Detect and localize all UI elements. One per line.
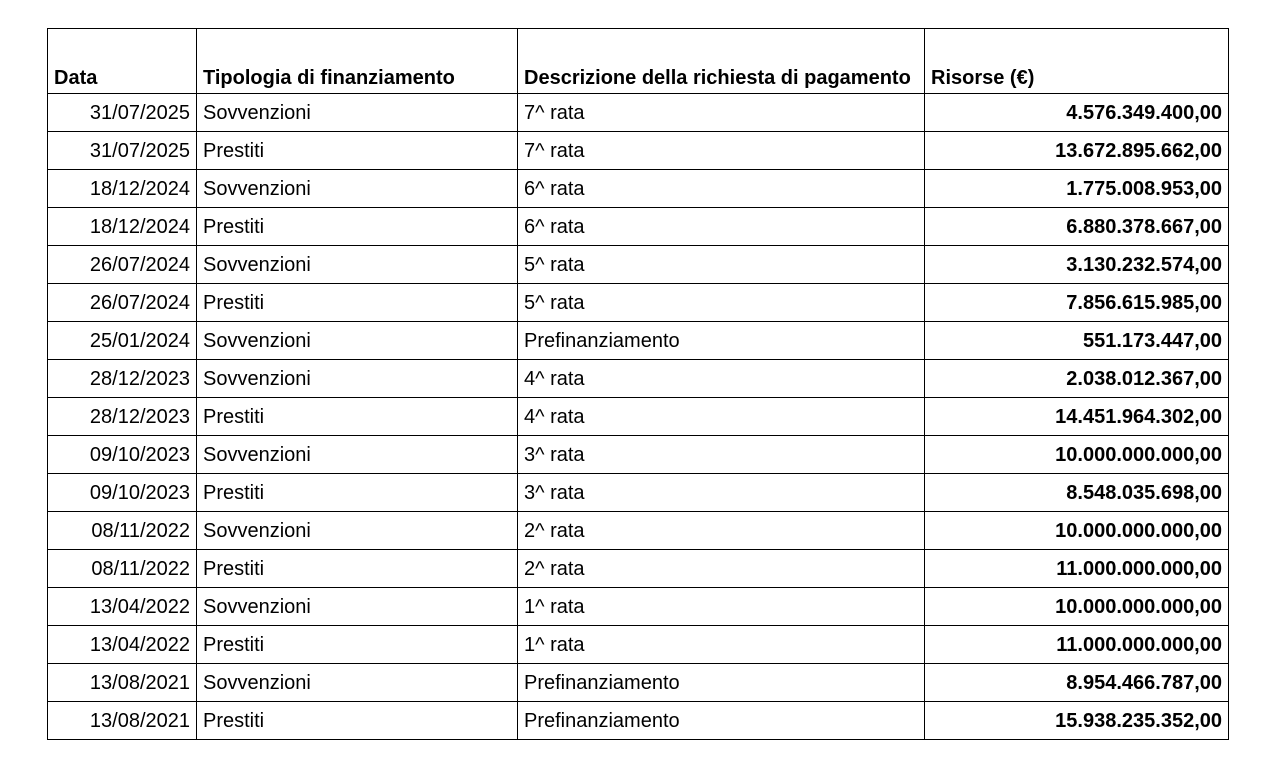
table-body bbox=[48, 94, 1229, 740]
payment-requests-table bbox=[47, 28, 1229, 740]
table-row bbox=[48, 702, 1229, 740]
date-cell: 31/07/2025 bbox=[48, 132, 197, 170]
date-cell: 25/01/2024 bbox=[48, 322, 197, 360]
funding-type-cell: Sovvenzioni bbox=[197, 246, 518, 284]
amount-cell: 8.548.035.698,00 bbox=[925, 474, 1229, 512]
amount-cell: 10.000.000.000,00 bbox=[925, 512, 1229, 550]
header-funding-type: Tipologia di finanziamento bbox=[197, 29, 518, 94]
table-header bbox=[48, 29, 1229, 94]
description-cell: 7^ rata bbox=[518, 94, 925, 132]
table-row bbox=[48, 550, 1229, 588]
funding-type-cell: Prestiti bbox=[197, 626, 518, 664]
amount-cell: 10.000.000.000,00 bbox=[925, 436, 1229, 474]
header-date: Data bbox=[48, 29, 197, 94]
date-cell: 09/10/2023 bbox=[48, 474, 197, 512]
amount-cell: 4.576.349.400,00 bbox=[925, 94, 1229, 132]
funding-type-cell: Sovvenzioni bbox=[197, 322, 518, 360]
amount-cell: 15.938.235.352,00 bbox=[925, 702, 1229, 740]
date-cell: 28/12/2023 bbox=[48, 398, 197, 436]
date-cell: 31/07/2025 bbox=[48, 94, 197, 132]
table-row bbox=[48, 170, 1229, 208]
table-row bbox=[48, 94, 1229, 132]
date-cell: 13/08/2021 bbox=[48, 664, 197, 702]
date-cell: 08/11/2022 bbox=[48, 512, 197, 550]
table-row bbox=[48, 626, 1229, 664]
header-resources: Risorse (€) bbox=[925, 29, 1229, 94]
funding-type-cell: Sovvenzioni bbox=[197, 170, 518, 208]
amount-cell: 13.672.895.662,00 bbox=[925, 132, 1229, 170]
amount-cell: 551.173.447,00 bbox=[925, 322, 1229, 360]
description-cell: 7^ rata bbox=[518, 132, 925, 170]
table-row bbox=[48, 360, 1229, 398]
description-cell: 4^ rata bbox=[518, 360, 925, 398]
description-cell: 6^ rata bbox=[518, 208, 925, 246]
funding-type-cell: Prestiti bbox=[197, 550, 518, 588]
amount-cell: 14.451.964.302,00 bbox=[925, 398, 1229, 436]
funding-type-cell: Sovvenzioni bbox=[197, 512, 518, 550]
funding-type-cell: Prestiti bbox=[197, 398, 518, 436]
table-row bbox=[48, 664, 1229, 702]
date-cell: 08/11/2022 bbox=[48, 550, 197, 588]
description-cell: 5^ rata bbox=[518, 246, 925, 284]
date-cell: 26/07/2024 bbox=[48, 284, 197, 322]
table-row bbox=[48, 512, 1229, 550]
amount-cell: 7.856.615.985,00 bbox=[925, 284, 1229, 322]
table-row bbox=[48, 284, 1229, 322]
table-row bbox=[48, 436, 1229, 474]
description-cell: 1^ rata bbox=[518, 588, 925, 626]
description-cell: Prefinanziamento bbox=[518, 322, 925, 360]
amount-cell: 10.000.000.000,00 bbox=[925, 588, 1229, 626]
description-cell: Prefinanziamento bbox=[518, 664, 925, 702]
table-row bbox=[48, 132, 1229, 170]
description-cell: 1^ rata bbox=[518, 626, 925, 664]
date-cell: 18/12/2024 bbox=[48, 170, 197, 208]
amount-cell: 8.954.466.787,00 bbox=[925, 664, 1229, 702]
header-request-description: Descrizione della richiesta di pagamento bbox=[518, 29, 925, 94]
funding-type-cell: Prestiti bbox=[197, 474, 518, 512]
table-row bbox=[48, 588, 1229, 626]
date-cell: 09/10/2023 bbox=[48, 436, 197, 474]
funding-type-cell: Sovvenzioni bbox=[197, 664, 518, 702]
funding-type-cell: Sovvenzioni bbox=[197, 360, 518, 398]
table-row bbox=[48, 208, 1229, 246]
funding-type-cell: Sovvenzioni bbox=[197, 588, 518, 626]
amount-cell: 3.130.232.574,00 bbox=[925, 246, 1229, 284]
date-cell: 13/08/2021 bbox=[48, 702, 197, 740]
table-row bbox=[48, 246, 1229, 284]
description-cell: 2^ rata bbox=[518, 550, 925, 588]
date-cell: 18/12/2024 bbox=[48, 208, 197, 246]
description-cell: Prefinanziamento bbox=[518, 702, 925, 740]
funding-type-cell: Prestiti bbox=[197, 284, 518, 322]
description-cell: 4^ rata bbox=[518, 398, 925, 436]
funding-type-cell: Prestiti bbox=[197, 208, 518, 246]
description-cell: 5^ rata bbox=[518, 284, 925, 322]
amount-cell: 11.000.000.000,00 bbox=[925, 626, 1229, 664]
description-cell: 3^ rata bbox=[518, 436, 925, 474]
table-row bbox=[48, 398, 1229, 436]
funding-type-cell: Prestiti bbox=[197, 702, 518, 740]
amount-cell: 6.880.378.667,00 bbox=[925, 208, 1229, 246]
date-cell: 13/04/2022 bbox=[48, 626, 197, 664]
header-row bbox=[48, 29, 1229, 94]
amount-cell: 11.000.000.000,00 bbox=[925, 550, 1229, 588]
amount-cell: 1.775.008.953,00 bbox=[925, 170, 1229, 208]
description-cell: 2^ rata bbox=[518, 512, 925, 550]
funding-type-cell: Sovvenzioni bbox=[197, 94, 518, 132]
table-row bbox=[48, 322, 1229, 360]
amount-cell: 2.038.012.367,00 bbox=[925, 360, 1229, 398]
date-cell: 13/04/2022 bbox=[48, 588, 197, 626]
funding-type-cell: Sovvenzioni bbox=[197, 436, 518, 474]
description-cell: 3^ rata bbox=[518, 474, 925, 512]
table-row bbox=[48, 474, 1229, 512]
description-cell: 6^ rata bbox=[518, 170, 925, 208]
funding-type-cell: Prestiti bbox=[197, 132, 518, 170]
date-cell: 28/12/2023 bbox=[48, 360, 197, 398]
date-cell: 26/07/2024 bbox=[48, 246, 197, 284]
